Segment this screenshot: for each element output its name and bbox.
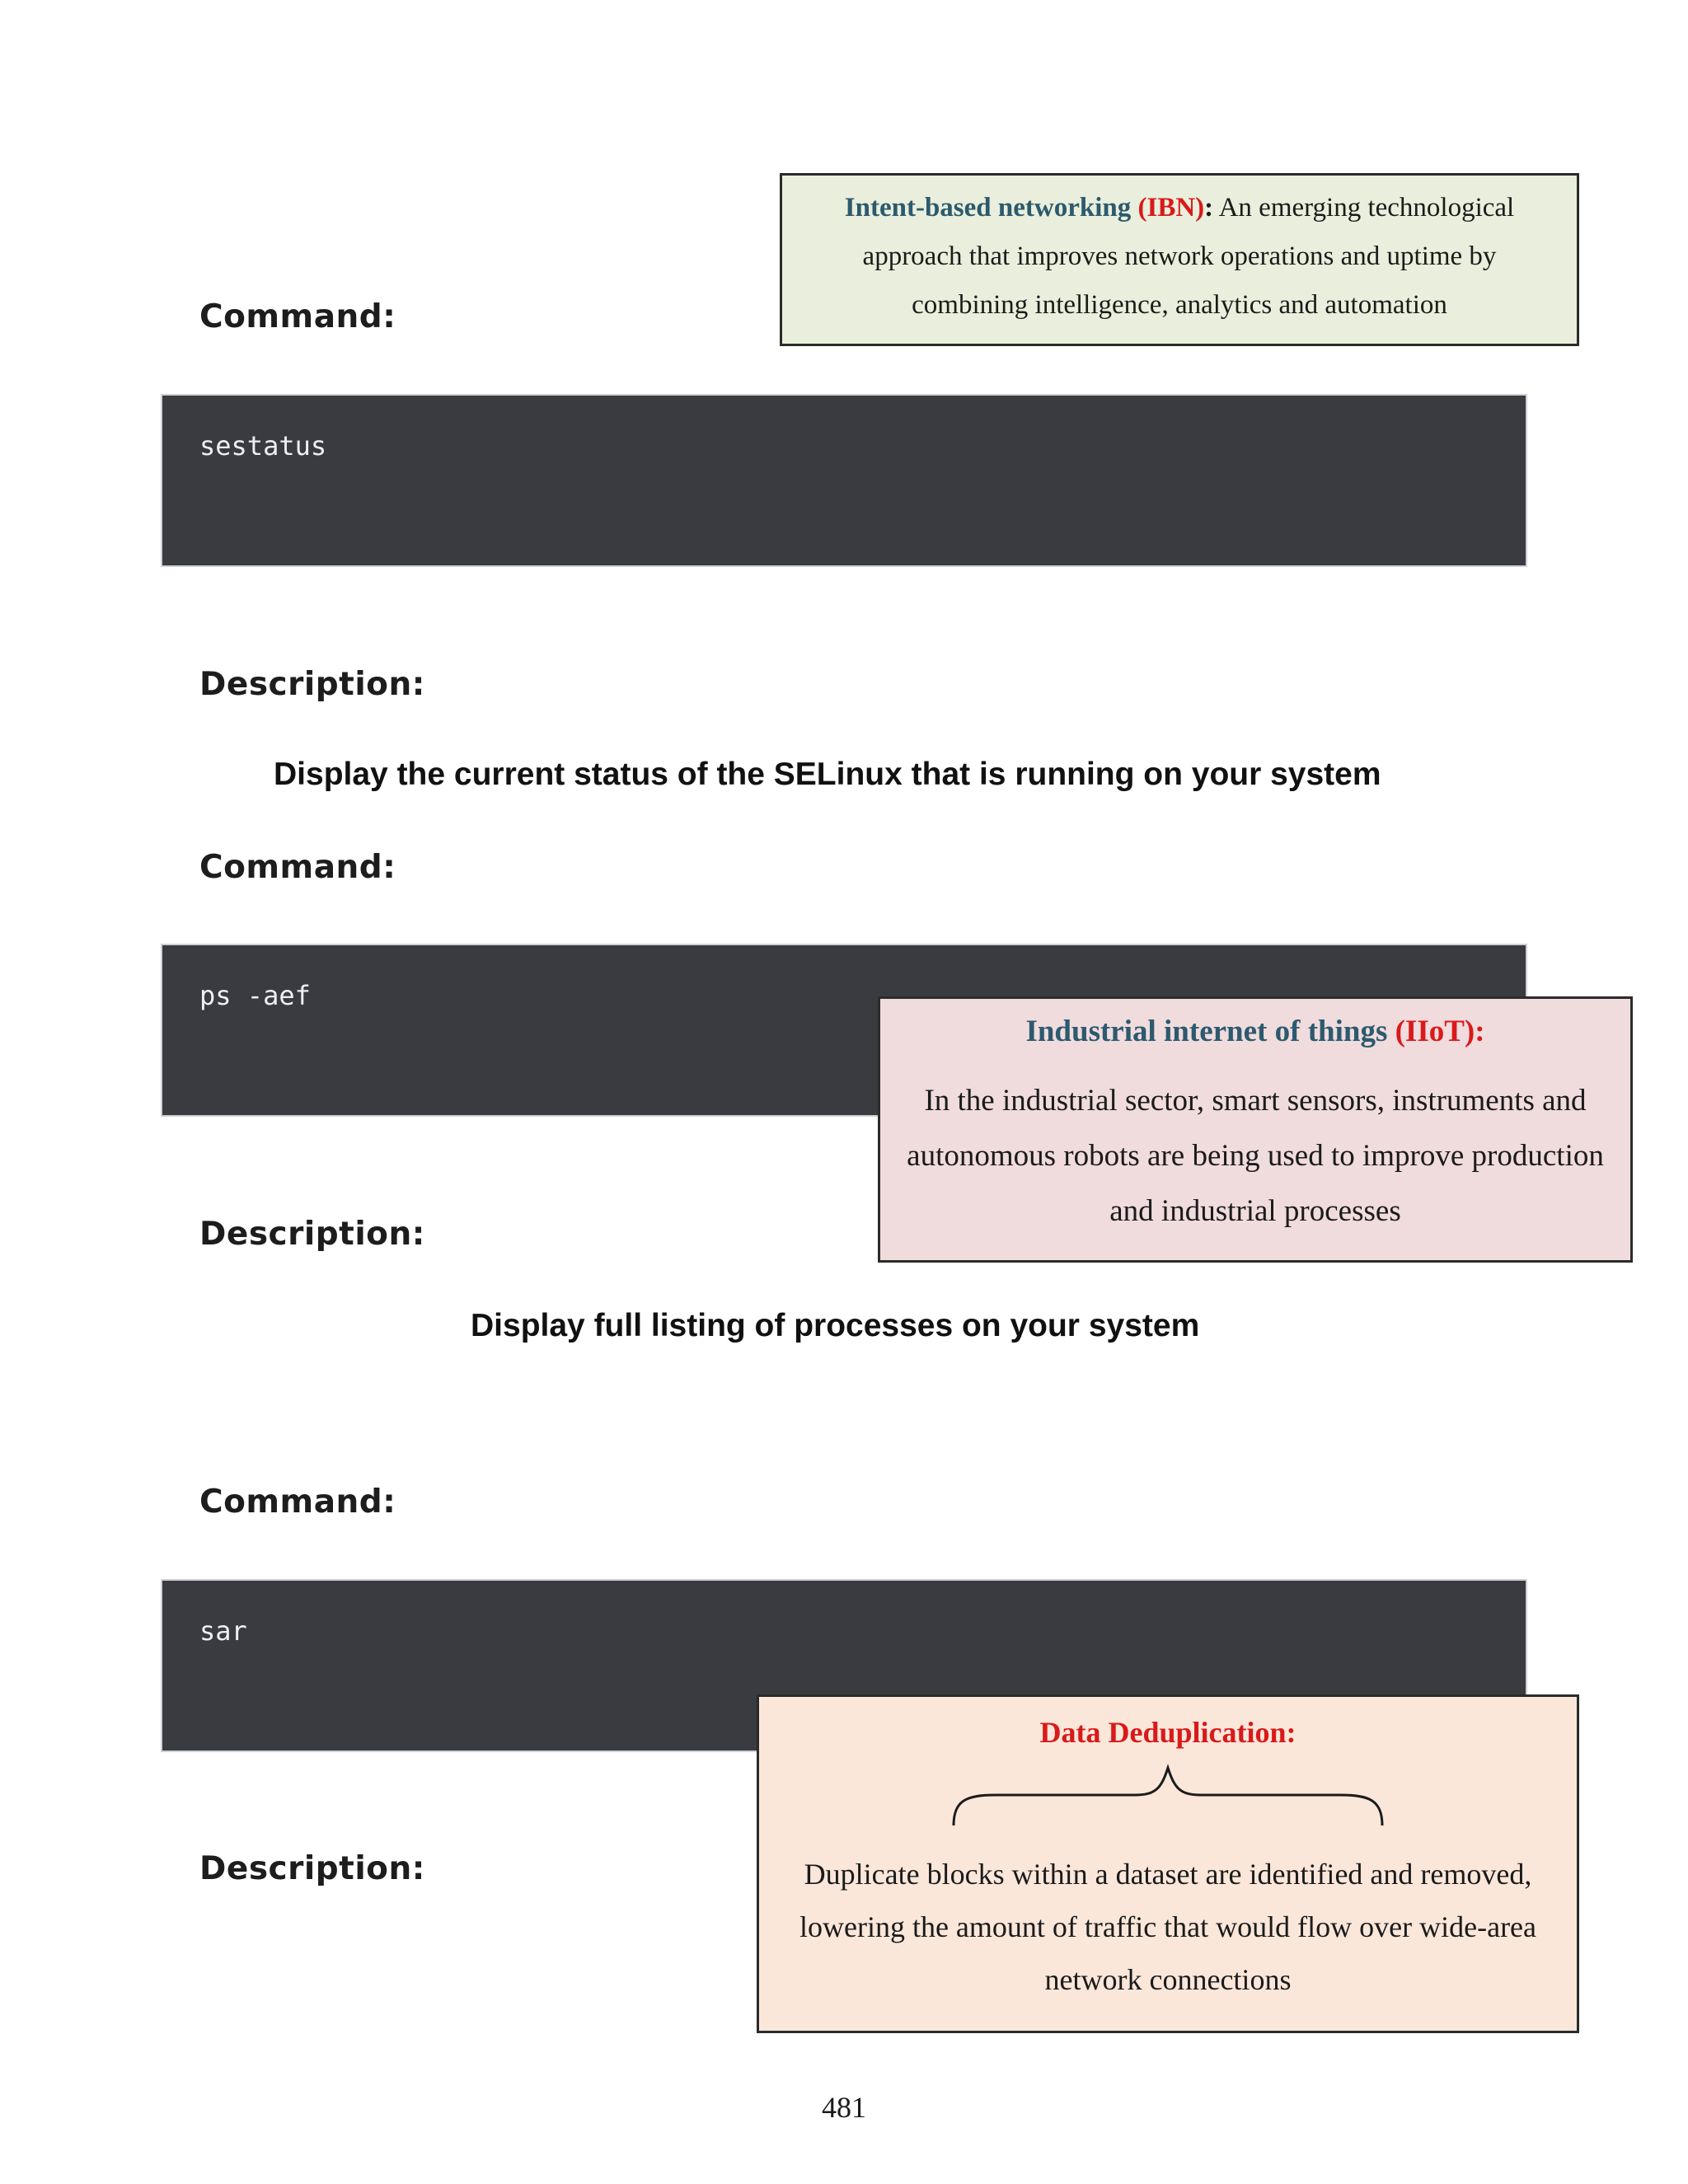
- code-text-sestatus: sestatus: [199, 430, 327, 462]
- code-text-sar: sar: [199, 1615, 247, 1647]
- curly-brace-icon: [945, 1764, 1390, 1830]
- description-heading-2: Description:: [199, 1216, 425, 1253]
- iiot-title: [880, 1007, 1630, 1057]
- description-text-1: Display the current status of the SELinux that is running on your system: [274, 757, 1381, 792]
- callout-ibn: [780, 173, 1579, 346]
- command-heading-3: Command:: [199, 1483, 396, 1521]
- description-heading-3: Description:: [199, 1850, 425, 1887]
- page-number: 481: [822, 2091, 866, 2124]
- command-heading-2: Command:: [199, 849, 396, 886]
- ibn-colon: :: [1204, 193, 1214, 223]
- callout-iiot: [878, 996, 1633, 1263]
- iiot-abbr: (IIoT):: [1395, 1015, 1485, 1048]
- ibn-term: Intent-based networking: [844, 193, 1132, 223]
- description-text-2: Display full listing of processes on your system: [471, 1308, 1200, 1343]
- code-text-ps: ps -aef: [199, 980, 311, 1011]
- command-heading-1: Command:: [199, 298, 396, 335]
- iiot-text: In the industrial sector, smart sensors, instruments and autonomous robots are being used to improve production and industrial processes: [907, 1084, 1604, 1228]
- callout-data-deduplication: [757, 1694, 1579, 2033]
- dedup-title: Data Deduplication:: [1039, 1716, 1296, 1749]
- description-heading-1: Description:: [199, 666, 425, 703]
- dedup-text: Duplicate blocks within a dataset are identified and removed, lowering the amount of traffic that would flow over wide-area network connections: [799, 1858, 1537, 1996]
- ibn-abbr: (IBN): [1137, 193, 1205, 223]
- ibn-text: An emerging technological approach that improves network operations and uptime by combining intelligence, analytics and automation: [862, 193, 1515, 320]
- code-block-sestatus[interactable]: [161, 394, 1527, 567]
- iiot-term: Industrial internet of things: [1025, 1015, 1388, 1048]
